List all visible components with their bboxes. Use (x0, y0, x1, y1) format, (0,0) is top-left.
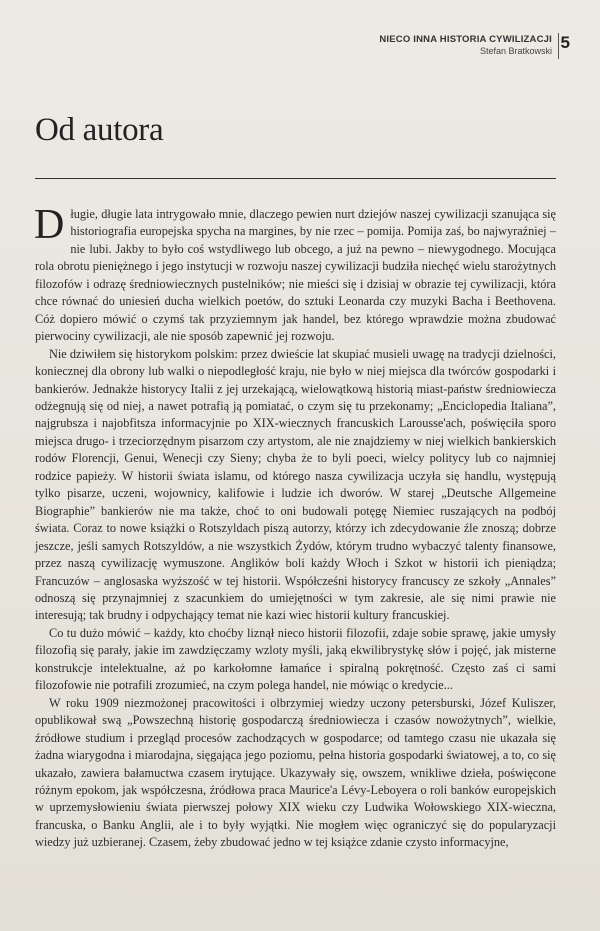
paragraph-4: W roku 1909 niezmożonej pracowitości i olbrzymiej wiedzy uczony petersburski, Józef Kuliszer, opublikował swą „Powszechną historię gospodarczą średniowiecza i czasów nowożytnych”, wielkie, źródłowe studium i przegląd procesów zachodzących w gospodarce; od tamtego czasu nie ukazała się żadna wiarygodna i miarodajna, sięgająca jego poziomu, pełna historia gospodarki światowej, a to, co się ukazało, zawiera bałamuctwa czasem irytujące. Ukazywały się, owszem, wnikliwe dzieła, poświęcone różnym epokom, jak współczesna, źródłowa praca Maurice'a Lévy-Leboyera o roli banków europejskich w uprzemysłowieniu świata pierwszej połowy XIX wieku czy Ludwika Wołowskiego XIX-wieczna, francuska, o Banku Anglii, ale i to były wyjątki. Nie mogłem więc ograniczyć się do popularyzacji wiedzy już uzbieranej. Czasem, żeby zbudować jedno w tej książce zdanie czysto informacyjne, (35, 695, 556, 850)
drop-cap: D (34, 202, 65, 248)
running-header (379, 34, 552, 56)
header-separator (558, 33, 559, 59)
paragraph-3: Co tu dużo mówić – każdy, kto choćby liznął nieco historii filozofii, zdaje sobie sprawę, jakie umysły filozofią się parały, jakie im zawdzięczamy wzloty myśli, jaką ekwilibrystykę słów i pojęć, jak misterne konstrukcje intelektualne, aż po karkołomne łamańce i spiralną pokrętność. Często zaś ci sami filozofowie nie potrafili zrozumieć, na czym polega handel, nie mówiąc o kredycie... (35, 625, 556, 693)
book-author: Stefan Bratkowski (479, 46, 552, 56)
chapter-title: Od autora (35, 112, 164, 148)
book-title: NIECO INNA HISTORIA CYWILIZACJI (379, 34, 552, 45)
paragraph-1 (34, 202, 556, 346)
page-number: 5 (560, 33, 570, 52)
paragraph-1-text: ługie, długie lata intrygowało mnie, dlaczego pewien nurt dziejów naszej cywilizacji szanująca się historiografia europejska spycha na margines, by nie rzec – pomija. Pomija zaś, bo najwyraźniej – nie lubi. Jakby to było coś wstydliwego lub obcego, a już na pewno – niewygodnego. Mocująca rola obrotu pieniężnego i jego instytucji w rozwoju naszej cywilizacji budziła niechęć wielu starożytnych filozofów i odrazę średniowiecznych pustelników; nie mieści się i dzisiaj w obrazie tej cywilizacji, która chce równać do uniesień ducha wielkich poetów, do sztuki Leonarda czy muzyki Bacha i Beethovena. Cóż dopiero mówić o czymś tak przyziemnym jak handel, bez którego wprawdzie można zbudować pierwociny cywilizacji, ale nie sposób zapewnić jej rozwoju. (35, 207, 556, 344)
paragraph-2: Nie dziwiłem się historykom polskim: przez dwieście lat skupiać musieli uwagę na tradycji dzielności, koniecznej dla obrony lub walki o niepodległość kraju, nie było w niej miejsca dla twórców gospodarki i bankierów. Jednakże historycy Italii z jej urzekającą, wielowątkową historią miast-państw średniowiecza odżegnują się od niej, a nawet potrafią ją pomiatać, o czym się tu przekonamy; „Enciclopedia Italiana”, najgrubsza i najobfitsza informacyjnie po XIX-wiecznych francuskich Larousse'ach, poświęciła sporo miejsca drugo- i trzeciorzędnym pisarzom czy artystom, ale nie znajdziemy w niej wielkich bankierskich rodów Florencji, Genui, Wenecji czy Sieny; chyba że to byli poeci, wielcy politycy lub co najmniej rodzice papieży. W historii świata islamu, od którego nasza cywilizacja uczyła się handlu, występują tylko pisarze, uczeni, wojownicy, kalifowie i ludzie ich dworów. W starej „Deutsche Allgemeine Biographie” bankierów nie ma także, choć to oni budowali potęgę Niemiec ruszających na podbój świata. Coraz to nowe książki o Rotszyldach piszą autorzy, którzy ich zdecydowanie źle znoszą; dobrze jeszcze, jeśli samych Rotszyldów, a nie wszystkich Żydów, którym trudno wybaczyć talenty finansowe, przez naszą cywilizację wymuszone. Anglików boli każdy Włoch i Szkot w historii ich pieniądza; Francuzów – anglosaska wyższość w tej historii. Współcześni historycy francuscy ze szkoły „Annales” odnoszą się przynajmniej z szacunkiem do umiejętności w tym zakresie, ale się nimi prawie nie interesują; tak brudny i odpychający temat nie kazi wiec historii kultury francuskiej. (35, 346, 556, 623)
body-text (34, 202, 556, 852)
title-rule (35, 178, 556, 179)
